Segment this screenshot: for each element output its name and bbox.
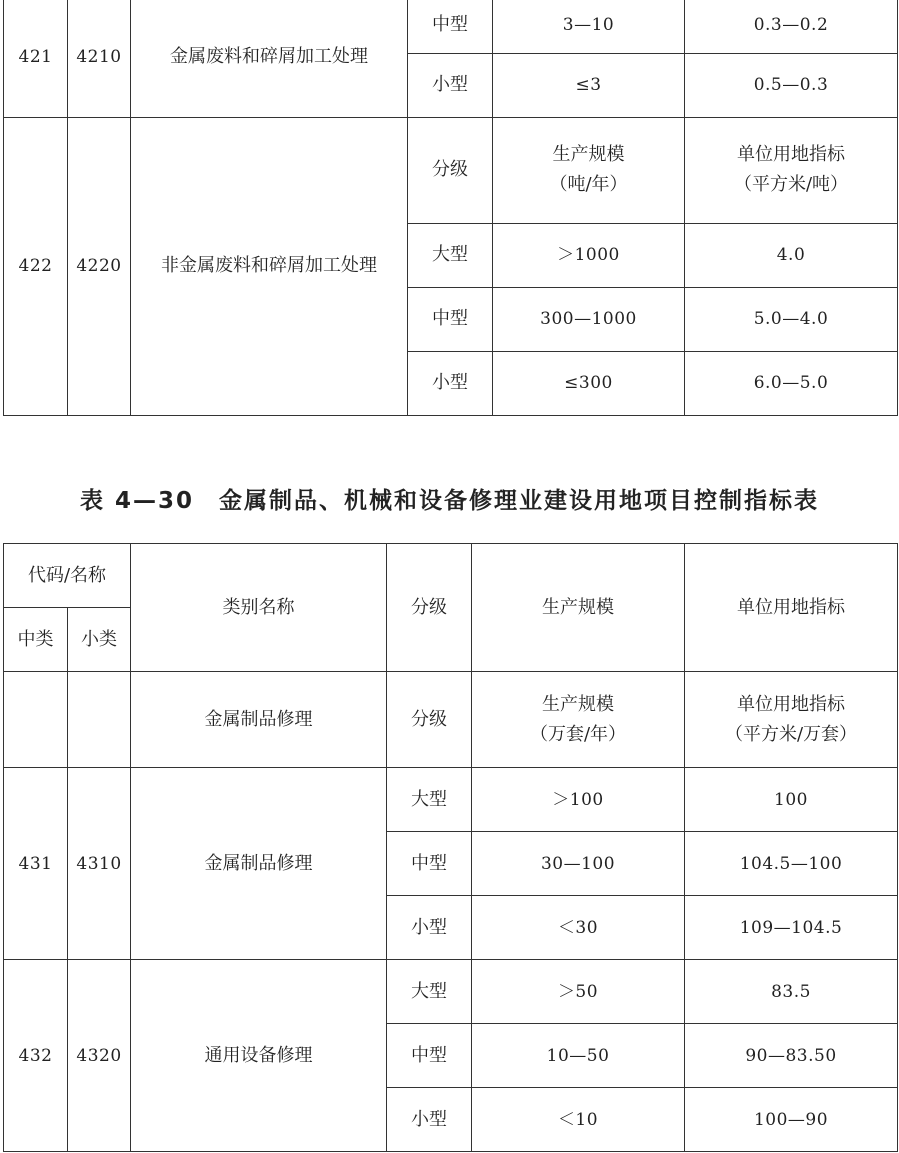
repair-land-index-table bbox=[3, 543, 898, 1152]
grade-cell: 大型 bbox=[387, 960, 472, 1024]
scale-header: 生产规模 bbox=[472, 544, 685, 672]
grade-cell: 大型 bbox=[408, 223, 493, 287]
scale-header-line1: 生产规模 bbox=[542, 693, 615, 715]
grade-cell: 中型 bbox=[387, 832, 472, 896]
scale-cell: ≤3 bbox=[493, 53, 685, 117]
index-header: 单位用地指标 bbox=[685, 544, 898, 672]
mid-class-header: 中类 bbox=[4, 608, 68, 672]
scale-cell: ＞1000 bbox=[493, 223, 685, 287]
grade-header-cell: 分级 bbox=[408, 117, 493, 223]
index-header-line1: 单位用地指标 bbox=[737, 693, 846, 715]
grade-cell: 小型 bbox=[408, 351, 493, 415]
index-cell: 90—83.50 bbox=[685, 1024, 898, 1088]
code-mid-cell: 431 bbox=[4, 768, 68, 960]
grade-cell: 小型 bbox=[387, 1088, 472, 1152]
grade-header: 分级 bbox=[387, 544, 472, 672]
grade-cell: 中型 bbox=[408, 287, 493, 351]
scale-cell: ≤300 bbox=[493, 351, 685, 415]
scale-header-line2: （吨/年） bbox=[549, 174, 628, 195]
scale-header-cell bbox=[493, 117, 685, 223]
small-class-header: 小类 bbox=[68, 608, 131, 672]
category-header: 类别名称 bbox=[131, 544, 387, 672]
code-mid-cell: 422 bbox=[4, 117, 68, 415]
scale-cell: ＞50 bbox=[472, 960, 685, 1024]
category-name-cell: 金属废料和碎屑加工处理 bbox=[131, 0, 408, 117]
index-cell: 0.3—0.2 bbox=[685, 0, 898, 53]
grade-cell: 小型 bbox=[387, 896, 472, 960]
category-name-cell: 金属制品修理 bbox=[131, 672, 387, 768]
index-cell: 100—90 bbox=[685, 1088, 898, 1152]
index-cell: 4.0 bbox=[685, 223, 898, 287]
scale-cell: 300—1000 bbox=[493, 287, 685, 351]
scale-cell: ＜10 bbox=[472, 1088, 685, 1152]
category-name-cell: 通用设备修理 bbox=[131, 960, 387, 1152]
scale-cell: ＜30 bbox=[472, 896, 685, 960]
code-mid-cell: 432 bbox=[4, 960, 68, 1152]
top-land-index-table bbox=[3, 0, 898, 416]
category-name-cell: 非金属废料和碎屑加工处理 bbox=[131, 117, 408, 415]
code-small-cell: 4210 bbox=[68, 0, 131, 117]
table-title: 表 4—30 金属制品、机械和设备修理业建设用地项目控制指标表 bbox=[79, 488, 820, 514]
index-cell: 104.5—100 bbox=[685, 832, 898, 896]
index-cell: 5.0—4.0 bbox=[685, 287, 898, 351]
grade-cell: 大型 bbox=[387, 768, 472, 832]
index-cell: 0.5—0.3 bbox=[685, 53, 898, 117]
code-mid-cell: 421 bbox=[4, 0, 68, 117]
scale-header-line2: （万套/年） bbox=[529, 723, 627, 745]
index-cell: 109—104.5 bbox=[685, 896, 898, 960]
code-small-cell: 4220 bbox=[68, 117, 131, 415]
grade-cell: 小型 bbox=[408, 53, 493, 117]
empty-cell bbox=[4, 672, 68, 768]
grade-cell: 中型 bbox=[408, 0, 493, 53]
category-name-cell: 金属制品修理 bbox=[131, 768, 387, 960]
scale-header-line1: 生产规模 bbox=[552, 144, 625, 165]
index-cell: 6.0—5.0 bbox=[685, 351, 898, 415]
code-small-cell: 4320 bbox=[68, 960, 131, 1152]
index-header-line2: （平方米/吨） bbox=[733, 174, 849, 195]
grade-header-cell: 分级 bbox=[387, 672, 472, 768]
code-small-cell: 4310 bbox=[68, 768, 131, 960]
scale-cell: 30—100 bbox=[472, 832, 685, 896]
scale-cell: ＞100 bbox=[472, 768, 685, 832]
index-header-cell bbox=[685, 117, 898, 223]
index-cell: 83.5 bbox=[685, 960, 898, 1024]
scale-cell: 3—10 bbox=[493, 0, 685, 53]
code-name-header: 代码/名称 bbox=[4, 544, 131, 608]
index-header-line1: 单位用地指标 bbox=[737, 144, 845, 165]
index-cell: 100 bbox=[685, 768, 898, 832]
index-header-cell bbox=[685, 672, 898, 768]
scale-cell: 10—50 bbox=[472, 1024, 685, 1088]
grade-cell: 中型 bbox=[387, 1024, 472, 1088]
scale-header-cell bbox=[472, 672, 685, 768]
index-header-line2: （平方米/万套） bbox=[724, 723, 858, 745]
empty-cell bbox=[68, 672, 131, 768]
